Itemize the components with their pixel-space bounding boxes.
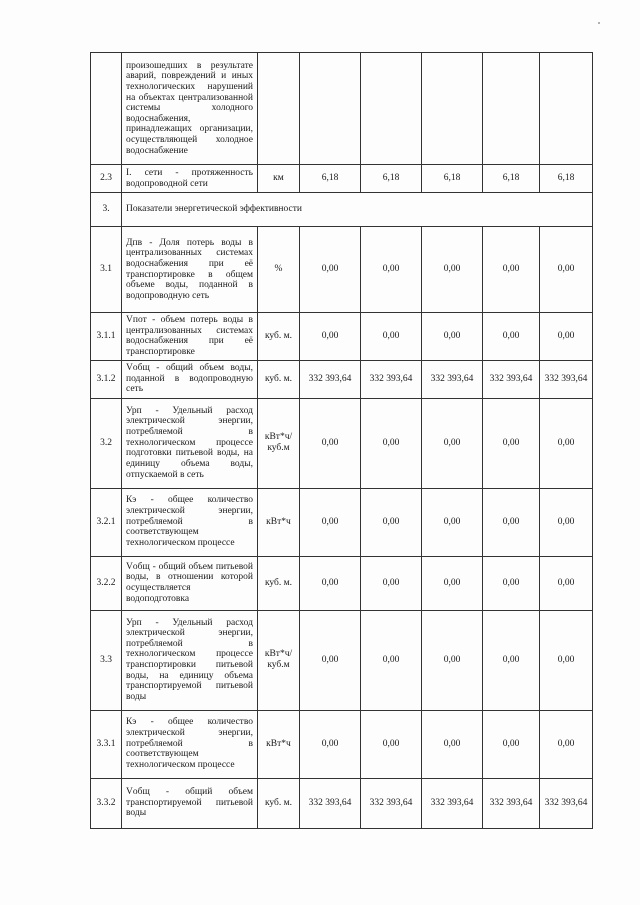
table-row: [91, 313, 593, 361]
indicators-table: [90, 52, 593, 829]
row-number: 3.1.1: [91, 313, 122, 361]
value-cell: 0,00: [300, 710, 361, 778]
value-cell: 0,00: [300, 488, 361, 556]
indicator-description: Урп - Удельный расход электрической энергии, потребляемой в технологическом процессе транспортировки питьевой воды, на единицу объема транспортируемой питьевой воды: [122, 610, 258, 710]
value-cell: 0,00: [483, 313, 540, 361]
value-cell: 0,00: [422, 227, 483, 313]
row-number: 3.3.2: [91, 778, 122, 828]
value-cell: 0,00: [422, 610, 483, 710]
value-cell: 0,00: [540, 488, 593, 556]
value-cell: 0,00: [361, 488, 422, 556]
indicator-description: Vпот - объем потерь воды в централизованных системах водоснабжения при её транспортировке: [122, 313, 258, 361]
value-cell: 0,00: [300, 610, 361, 710]
unit-cell: км: [258, 165, 300, 193]
unit-cell: кВт*ч: [258, 488, 300, 556]
value-cell: 0,00: [422, 398, 483, 488]
table-row: [91, 360, 593, 398]
row-number: 3.3: [91, 610, 122, 710]
value-cell: 332 393,64: [422, 778, 483, 828]
value-cell: 332 393,64: [483, 778, 540, 828]
indicator-description: Кэ - общее количество электрической энергии, потребляемой в соответствующем технологическом процессе: [122, 710, 258, 778]
scan-speck: [598, 22, 600, 24]
unit-cell: кВт*ч/ куб.м: [258, 610, 300, 710]
value-cell: 0,00: [483, 227, 540, 313]
table-row: [91, 227, 593, 313]
row-number: 3.3.1: [91, 710, 122, 778]
value-cell: 332 393,64: [300, 778, 361, 828]
value-cell: [483, 53, 540, 165]
value-cell: 0,00: [483, 610, 540, 710]
table-row: [91, 398, 593, 488]
value-cell: [540, 53, 593, 165]
row-number: 3.1: [91, 227, 122, 313]
value-cell: 0,00: [361, 710, 422, 778]
value-cell: 0,00: [483, 488, 540, 556]
value-cell: 0,00: [300, 227, 361, 313]
value-cell: 6,18: [422, 165, 483, 193]
unit-cell: куб. м.: [258, 313, 300, 361]
row-number: 3.2.1: [91, 488, 122, 556]
value-cell: 332 393,64: [540, 360, 593, 398]
row-number: 3.1.2: [91, 360, 122, 398]
value-cell: [300, 53, 361, 165]
value-cell: 0,00: [300, 313, 361, 361]
value-cell: [422, 53, 483, 165]
value-cell: 0,00: [540, 556, 593, 610]
indicator-description: Vобщ - общий объем воды, поданной в водопроводную сеть: [122, 360, 258, 398]
unit-cell: кВт*ч/ куб.м: [258, 398, 300, 488]
value-cell: 0,00: [361, 556, 422, 610]
indicator-description: Vобщ - общий объем транспортируемой питьевой воды: [122, 778, 258, 828]
indicator-description: произошедших в результате аварий, повреждений и иных технологических нарушений на объектах централизованной системы холодного водоснабжения, принадлежащих организации, осуществляющей холодное водоснабжение: [122, 53, 258, 165]
section-heading: Показатели энергетической эффективности: [122, 193, 593, 227]
table-row: [91, 53, 593, 165]
table-row: [91, 488, 593, 556]
value-cell: 332 393,64: [361, 778, 422, 828]
row-number: 3.2: [91, 398, 122, 488]
value-cell: 0,00: [483, 556, 540, 610]
table-row: [91, 710, 593, 778]
value-cell: 0,00: [540, 227, 593, 313]
value-cell: 0,00: [540, 313, 593, 361]
value-cell: 0,00: [422, 710, 483, 778]
value-cell: 6,18: [540, 165, 593, 193]
value-cell: 0,00: [361, 398, 422, 488]
value-cell: 6,18: [361, 165, 422, 193]
unit-cell: куб. м.: [258, 556, 300, 610]
table-row: [91, 193, 593, 227]
value-cell: 332 393,64: [422, 360, 483, 398]
value-cell: 332 393,64: [361, 360, 422, 398]
row-number: 3.: [91, 193, 122, 227]
value-cell: [361, 53, 422, 165]
value-cell: 332 393,64: [483, 360, 540, 398]
value-cell: 0,00: [540, 398, 593, 488]
indicator-description: Дпв - Доля потерь воды в централизованных системах водоснабжения при её транспортировке в общем объеме воды, поданной в водопроводную сеть: [122, 227, 258, 313]
value-cell: 0,00: [483, 398, 540, 488]
table-body: [91, 53, 593, 829]
indicator-description: Vобщ - общий объем питьевой воды, в отношении которой осуществляется водоподготовка: [122, 556, 258, 610]
value-cell: 332 393,64: [540, 778, 593, 828]
row-number: 3.2.2: [91, 556, 122, 610]
indicator-description: Урп - Удельный расход электрической энергии, потребляемой в технологическом процессе подготовки питьевой воды, на единицу объема воды, отпускаемой в сеть: [122, 398, 258, 488]
indicator-description: Кэ - общее количество электрической энергии, потребляемой в соответствующем технологическом процессе: [122, 488, 258, 556]
unit-cell: кВт*ч: [258, 710, 300, 778]
unit-cell: куб. м.: [258, 360, 300, 398]
unit-cell: [258, 53, 300, 165]
row-number: 2.3: [91, 165, 122, 193]
value-cell: 0,00: [361, 610, 422, 710]
value-cell: 0,00: [422, 313, 483, 361]
value-cell: 0,00: [300, 556, 361, 610]
row-number: [91, 53, 122, 165]
table-row: [91, 778, 593, 828]
value-cell: 0,00: [361, 227, 422, 313]
value-cell: 0,00: [361, 313, 422, 361]
value-cell: 0,00: [540, 610, 593, 710]
value-cell: 0,00: [300, 398, 361, 488]
unit-cell: куб. м.: [258, 778, 300, 828]
value-cell: 0,00: [422, 488, 483, 556]
value-cell: 6,18: [300, 165, 361, 193]
table-row: [91, 610, 593, 710]
value-cell: 0,00: [540, 710, 593, 778]
value-cell: 6,18: [483, 165, 540, 193]
table-row: [91, 165, 593, 193]
value-cell: 0,00: [483, 710, 540, 778]
indicator-description: I. сети - протяженность водопроводной сети: [122, 165, 258, 193]
unit-cell: %: [258, 227, 300, 313]
value-cell: 332 393,64: [300, 360, 361, 398]
table-row: [91, 556, 593, 610]
value-cell: 0,00: [422, 556, 483, 610]
